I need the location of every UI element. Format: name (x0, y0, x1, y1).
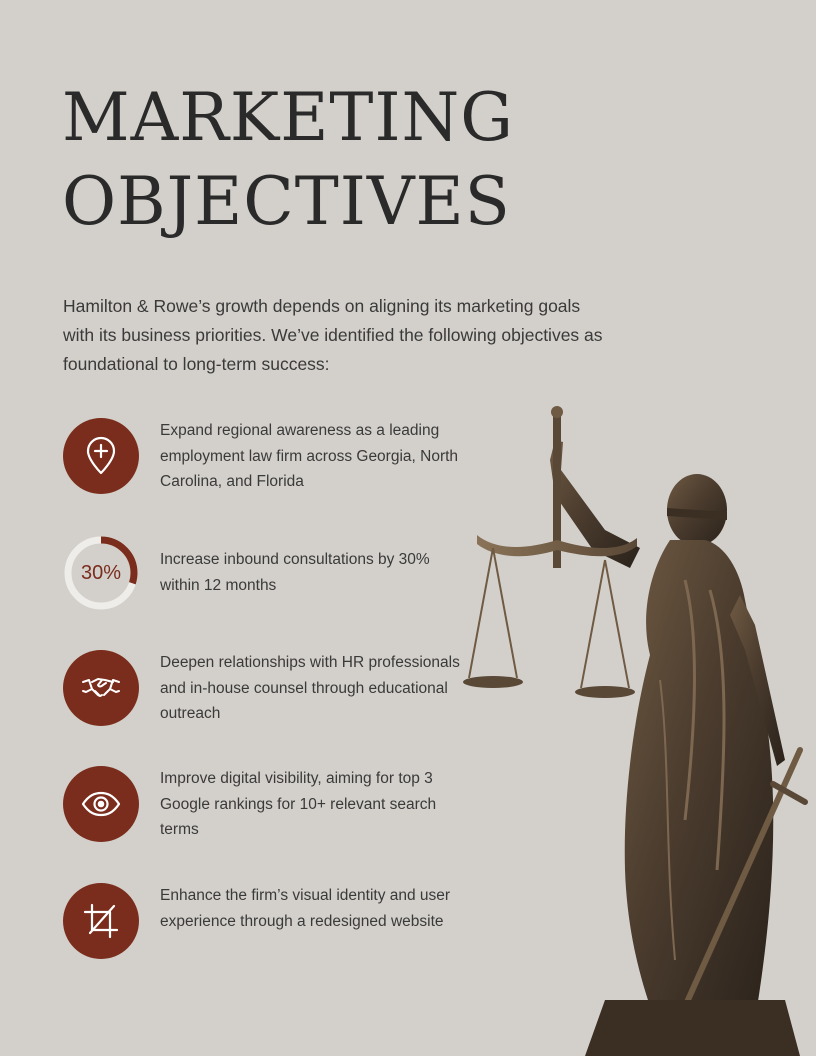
objective-text: Increase inbound consultations by 30% within 12 months (160, 551, 430, 594)
objective-text: Improve digital visibility, aiming for top 3 Google rankings for 10+ relevant search terms (160, 770, 437, 838)
objective-item-relationships (63, 650, 483, 728)
lady-justice-statue-image (455, 400, 816, 1056)
objective-item-visual-identity (63, 883, 483, 961)
objective-item-consultations (63, 535, 483, 613)
handshake-icon (80, 667, 122, 709)
objective-badge (63, 418, 139, 494)
page-title-line-1: MARKETING (62, 79, 514, 156)
objective-text: Enhance the firm’s visual identity and user experience through a redesigned website (160, 887, 451, 930)
objective-text: Expand regional awareness as a leading employment law firm across Georgia, North Carolina, and Florida (160, 422, 459, 490)
objective-badge (63, 883, 139, 959)
page-title-line-2: OBJECTIVES (62, 163, 511, 240)
objective-item-digital-visibility (63, 766, 483, 844)
objective-item-regional-awareness (63, 418, 483, 496)
page-title (62, 76, 514, 244)
eye-icon (80, 783, 122, 825)
location-plus-icon (80, 435, 122, 477)
intro-paragraph: Hamilton & Rowe’s growth depends on aligning its marketing goals with its business priorities. We’ve identified the following objectives as foundational to long-term success: (63, 296, 603, 374)
progress-ring-label: 30% (80, 561, 122, 584)
objective-text: Deepen relationships with HR professionals and in-house counsel through educational outreach (160, 654, 460, 722)
objective-badge (63, 766, 139, 842)
crop-icon (80, 900, 122, 942)
objective-badge (63, 650, 139, 726)
